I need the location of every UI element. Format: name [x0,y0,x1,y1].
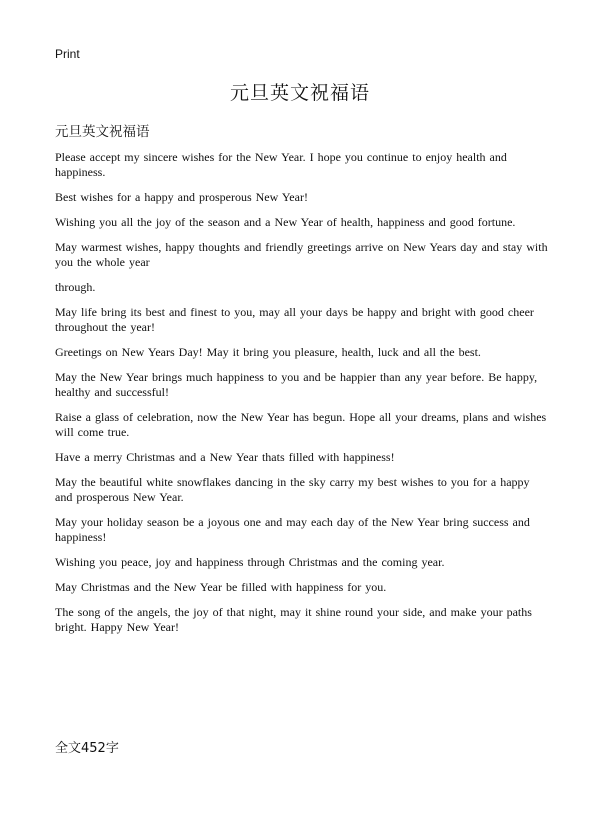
print-link[interactable]: Print [55,47,80,61]
paragraph: Greetings on New Years Day! May it bring you pleasure, health, luck and all the best. [55,345,481,359]
paragraph: May life bring its best and finest to you, may all your days be happy and bright with good cheer throughout the year! [55,305,534,334]
paragraph: May the New Year brings much happiness to you and be happier than any year before. Be happy, healthy and successful! [55,370,538,399]
page-title: 元旦英文祝福语 [229,82,370,104]
document-body [55,150,550,645]
paragraph: Best wishes for a happy and prosperous New Year! [55,190,308,204]
paragraph: Please accept my sincere wishes for the New Year. I hope you continue to enjoy health and happiness. [55,150,507,179]
paragraph: Wishing you all the joy of the season and a New Year of health, happiness and good fortune. [55,215,516,229]
section-heading: 元旦英文祝福语 [55,124,150,140]
paragraph: Have a merry Christmas and a New Year thats filled with happiness! [55,450,395,464]
paragraph: through. [55,280,96,294]
paragraph: May Christmas and the New Year be filled with happiness for you. [55,580,387,594]
word-count: 全文452字 [55,741,119,756]
paragraph: May warmest wishes, happy thoughts and friendly greetings arrive on New Years day and stay with you the whole year [55,240,548,269]
paragraph: The song of the angels, the joy of that night, may it shine round your side, and make your paths bright. Happy New Year! [55,605,532,634]
paragraph: May the beautiful white snowflakes dancing in the sky carry my best wishes to you for a happy and prosperous New Year. [55,475,530,504]
paragraph: May your holiday season be a joyous one and may each day of the New Year bring success and happiness! [55,515,530,544]
paragraph: Raise a glass of celebration, now the New Year has begun. Hope all your dreams, plans and wishes will come true. [55,410,547,439]
paragraph: Wishing you peace, joy and happiness through Christmas and the coming year. [55,555,445,569]
